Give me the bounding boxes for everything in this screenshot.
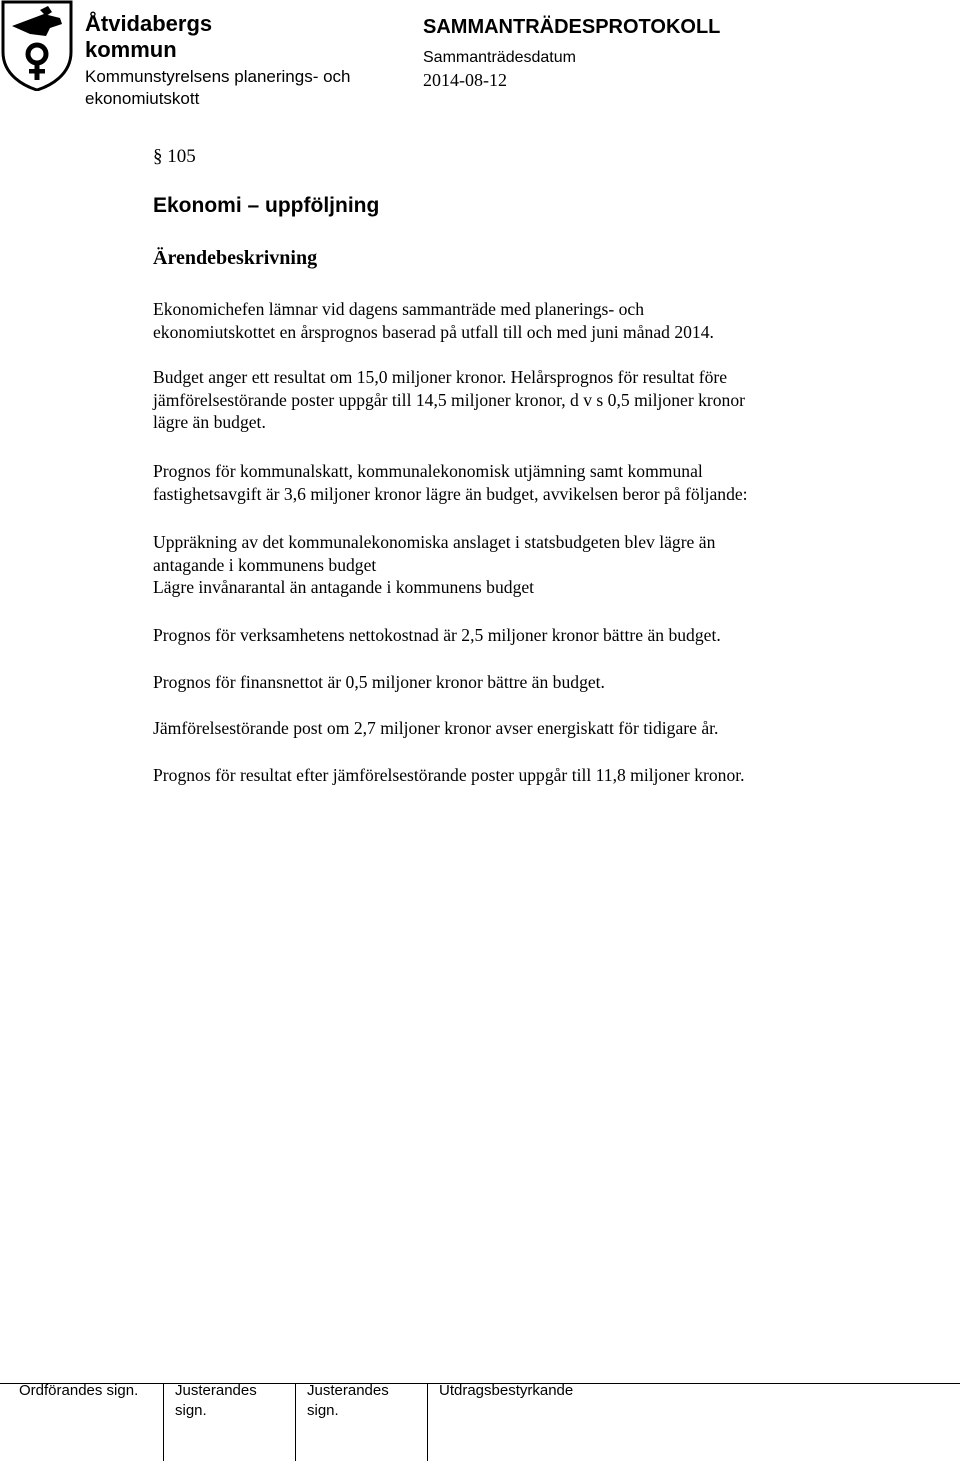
organization-name-line1: Åtvidabergs <box>85 11 213 36</box>
text-line: Prognos för resultat efter jämförelsestörande poster uppgår till 11,8 miljoner kronor. <box>153 765 745 785</box>
case-description-heading: Ärendebeskrivning <box>153 247 318 269</box>
body-paragraph-4 <box>153 531 933 599</box>
signature-label-line: Utdragsbestyrkande <box>439 1382 574 1399</box>
text-line: Prognos för verksamhetens nettokostnad är 2,5 miljoner kronor bättre än budget. <box>153 625 721 645</box>
signature-label-line: sign. <box>175 1402 207 1419</box>
text-line: Lägre invånarantal än antagande i kommunens budget <box>153 577 535 597</box>
signature-label-line: Justerandes <box>175 1382 257 1399</box>
body-paragraph-8 <box>153 764 933 787</box>
chair-signature-label <box>19 1381 138 1401</box>
text-line: ekonomiutskottet en årsprognos baserad på utfall till och med juni månad 2014. <box>153 321 714 342</box>
department-name-line2: ekonomiutskott <box>85 89 200 108</box>
text-line: Budget anger ett resultat om 15,0 miljoner kronor. Helårsprognos för resultat före <box>153 367 728 387</box>
signature-label-line: Justerandes <box>307 1382 389 1399</box>
signature-label-line: sign. <box>307 1402 339 1419</box>
body-paragraph-6 <box>153 671 933 694</box>
signature-box-divider <box>163 1384 164 1461</box>
adjuster-signature-label <box>175 1381 257 1421</box>
text-line: fastighetsavgift är 3,6 miljoner kronor lägre än budget, avvikelsen beror på följande: <box>153 483 748 504</box>
text-line: jämförelsestörande poster uppgår till 14,5 miljoner kronor, d v s 0,5 miljoner kronor <box>153 389 745 410</box>
meeting-date-value: 2014-08-12 <box>423 70 507 90</box>
text-line: Jämförelsestörande post om 2,7 miljoner kronor avser energiskatt för tidigare år. <box>153 718 719 738</box>
department-name <box>85 66 405 110</box>
adjuster-signature-label <box>307 1381 389 1421</box>
body-paragraph-2 <box>153 366 933 434</box>
extract-certification-label <box>439 1381 573 1401</box>
signature-box-divider <box>295 1384 296 1461</box>
document-title: SAMMANTRÄDESPROTOKOLL <box>423 16 721 38</box>
department-name-line1: Kommunstyrelsens planerings- och <box>85 67 351 86</box>
body-paragraph-3 <box>153 460 933 505</box>
signature-box-divider <box>427 1384 428 1461</box>
signature-label-line: Ordförandes sign. <box>19 1382 139 1399</box>
paragraph-number: § 105 <box>153 146 196 167</box>
text-line: lägre än budget. <box>153 412 266 432</box>
meeting-date-label: Sammanträdesdatum <box>423 49 576 66</box>
text-line: antagande i kommunens budget <box>153 554 377 575</box>
text-line: Uppräkning av det kommunalekonomiska anslaget i statsbudgeten blev lägre än <box>153 532 716 552</box>
body-paragraph-7 <box>153 717 933 740</box>
organization-name <box>85 11 345 63</box>
text-line: Ekonomichefen lämnar vid dagens sammanträde med planerings- och <box>153 299 644 319</box>
body-paragraph-1 <box>153 298 933 343</box>
text-line: Prognos för kommunalskatt, kommunalekonomisk utjämning samt kommunal <box>153 461 703 481</box>
coat-of-arms-icon <box>0 0 74 91</box>
text-line: Prognos för finansnettot är 0,5 miljoner kronor bättre än budget. <box>153 672 605 692</box>
body-paragraph-5 <box>153 624 933 647</box>
organization-name-line2: kommun <box>85 37 177 62</box>
item-title: Ekonomi – uppföljning <box>153 194 380 217</box>
